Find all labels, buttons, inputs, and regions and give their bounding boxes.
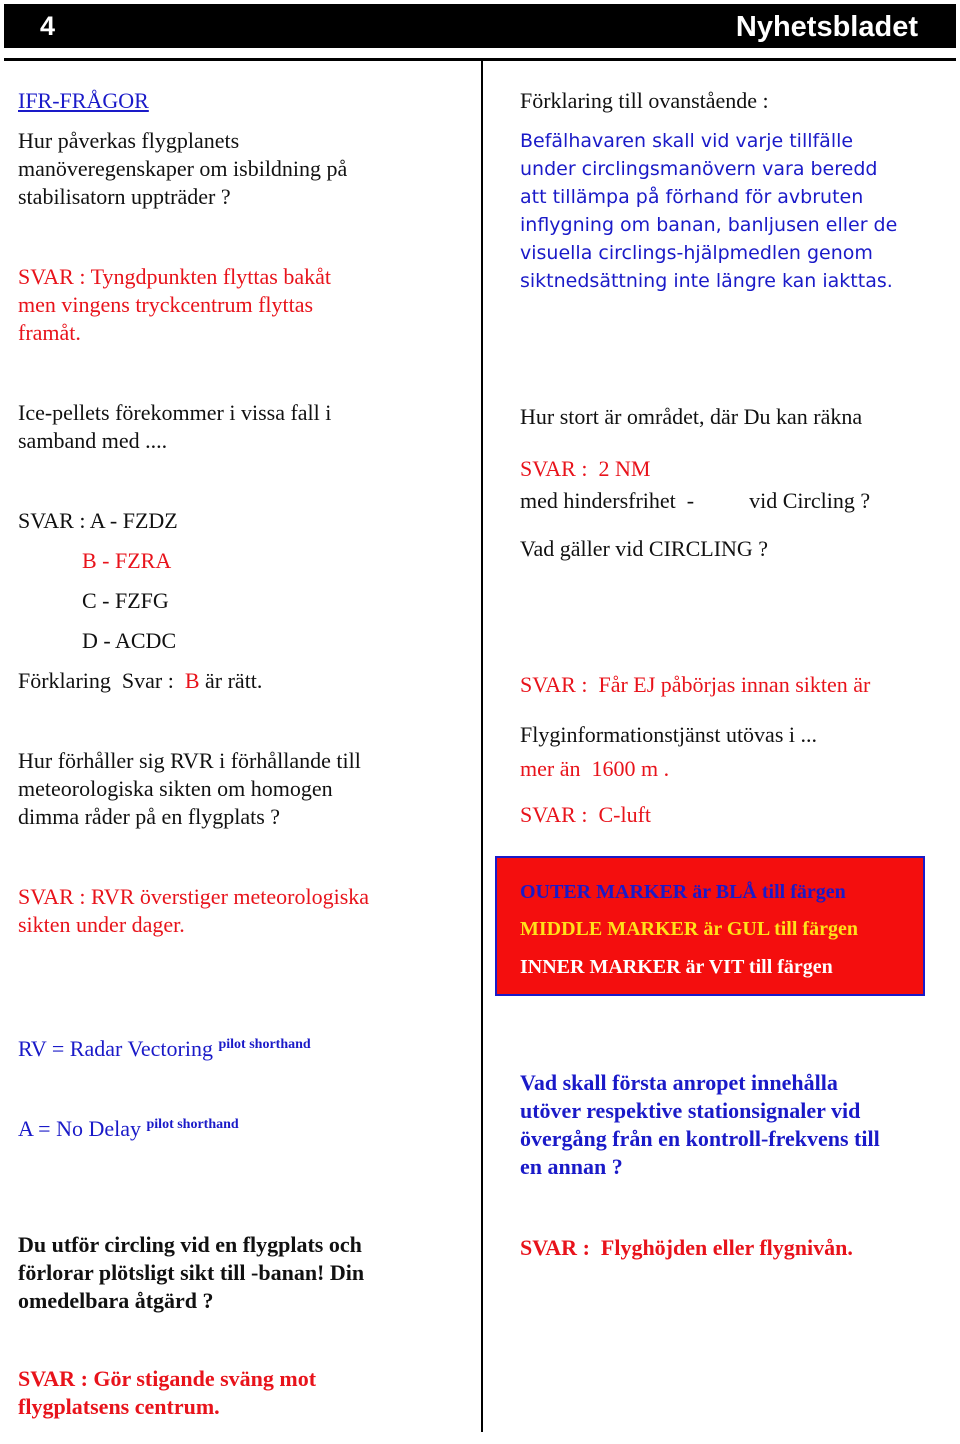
answer-circling-visibility-loss: SVAR : Gör stigande sväng mot flygplatsens centrum. xyxy=(18,1366,317,1419)
explanation-line: Förklaring Svar : B är rätt. xyxy=(18,668,263,693)
answer-option-a: SVAR : A - FZDZ xyxy=(18,508,178,533)
abbrev-rv: RV = Radar Vectoring $^{pilot shorthand}$ xyxy=(18,1036,311,1061)
abbrev-note: pilot shorthand xyxy=(218,1037,311,1052)
column-divider xyxy=(481,60,483,1432)
correct-answer: B xyxy=(184,668,200,693)
explanation-body: Befälhavaren skall vid varje tillfälle under circlingsmanövern vara beredd att tillämpa på förhand för avbruten inflygning om banan, banljusen eller de visuella circlings-hjälpmedlen genom siktnedsättning inte längre kan iakttas. xyxy=(520,130,898,292)
question-ice-pellets: Ice-pellets förekommer i vissa fall i samband med .... xyxy=(18,400,332,453)
question-circling-visibility-loss: Du utför circling vid en flygplats och förlorar plötsligt sikt till -banan! Din omedelbara åtgärd ? xyxy=(18,1232,365,1313)
answer-flight-info-service: SVAR : C-luft xyxy=(520,802,652,827)
abbrev-note: pilot shorthand xyxy=(146,1117,239,1132)
question-first-call: Vad skall första anropet innehålla utöver respektive stationsignaler vid övergång från en kontroll-frekvens till en annan ? xyxy=(520,1070,880,1179)
header-underline xyxy=(4,58,956,61)
question-obstacle-clearance: Hur stort är området, där Du kan räkna med hindersfrihet - vid Circling ? xyxy=(520,404,871,513)
question-circling: Vad gäller vid CIRCLING ? xyxy=(520,536,769,561)
explanation-heading: Förklaring till ovanstående : xyxy=(520,88,769,113)
marker-colors-box xyxy=(495,856,925,996)
question-stabilizer-icing: Hur påverkas flygplanets manöveregenskaper om isbildning på stabilisatorn uppträder ? xyxy=(18,128,348,209)
answer-option-c: C - FZFG xyxy=(82,588,169,613)
inner-marker-line: INNER MARKER är VIT till färgen xyxy=(520,956,833,978)
answer-circling: SVAR : Får EJ påbörjas innan sikten är mer än 1600 m . xyxy=(520,672,871,781)
answer-first-call: SVAR : Flyghöjden eller flygnivån. xyxy=(520,1235,853,1260)
question-rvr: Hur förhåller sig RVR i förhållande till meteorologiska sikten om homogen dimma råder på en flygplats ? xyxy=(18,748,361,829)
middle-marker-line: MIDDLE MARKER är GUL till färgen xyxy=(520,918,858,940)
outer-marker-line: OUTER MARKER är BLÅ till färgen xyxy=(520,881,846,903)
answer-stabilizer-icing: SVAR : Tyngdpunkten flyttas bakåt men vingens tryckcentrum flyttas framåt. xyxy=(18,264,331,345)
answer-obstacle-clearance: SVAR : 2 NM xyxy=(520,456,651,481)
abbrev-a: A = No Delay $^{pilot shorthand}$ xyxy=(18,1116,239,1141)
section-title: IFR-FRÅGOR xyxy=(18,88,149,113)
answer-option-b: B - FZRA xyxy=(82,548,172,573)
page-number: 4 xyxy=(40,11,56,41)
newsletter-title: Nyhetsbladet xyxy=(735,11,918,43)
page-header xyxy=(4,4,956,48)
answer-option-d: D - ACDC xyxy=(82,628,177,653)
answer-rvr: SVAR : RVR överstiger meteorologiska sikten under dager. xyxy=(18,884,370,937)
question-flight-info-service: Flyginformationstjänst utövas i ... xyxy=(520,722,817,747)
